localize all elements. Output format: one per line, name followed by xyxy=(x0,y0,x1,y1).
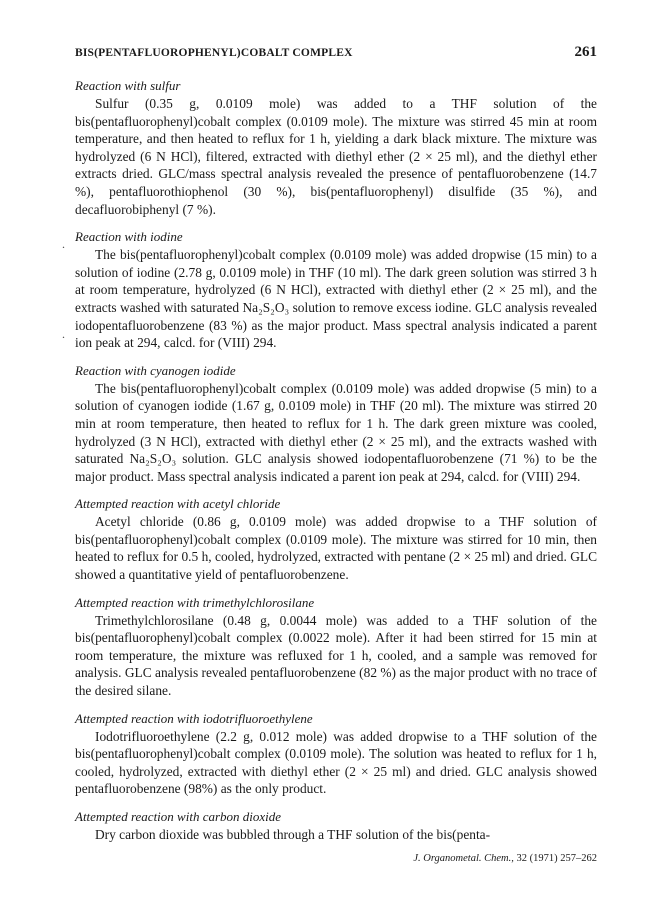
section-carbon-dioxide xyxy=(75,808,597,844)
section-paragraph: Acetyl chloride (0.86 g, 0.0109 mole) was added dropwise to a THF solution of bis(pentafluorophenyl)cobalt complex (0.0109 mole). The mixture was stirred for 10 min, then heated to reflux for 0.5 h, cooled, hydrolyzed, extracted with pentane (2 × 25 ml) and dried. GLC showed a quantitative yield of pentafluorobenzene. xyxy=(75,514,597,583)
section-heading: Reaction with sulfur xyxy=(75,78,181,93)
section-heading: Attempted reaction with carbon dioxide xyxy=(75,809,282,824)
section-iodine xyxy=(75,228,597,352)
section-heading: Reaction with iodine xyxy=(75,229,183,245)
section-paragraph: Trimethylchlorosilane (0.48 g, 0.0044 mole) was added to a THF solution of the bis(pentafluorophenyl)cobalt complex (0.0022 mole). After it had been stirred for 15 min at room temperature, the mixture was refluxed for 1 h, cooled, and a sample was removed for analysis. GLC analysis revealed pentafluorobenzene (82 %) as the major product with no trace of the desired silane. xyxy=(75,612,597,699)
journal-citation xyxy=(413,853,597,864)
section-paragraph: The bis(pentafluorophenyl)cobalt complex (0.0109 mole) was added dropwise (15 min) to a solution of iodine (2.78 g, 0.0109 mole) in THF (10 ml). The dark green solution was stirred 3 h at room temperature, hydrolyzed (6 N HCl), extracted with diethyl ether (2 × 25 ml), and the extracts washed with saturated Na₂S₂O₃ solution to remove excess iodine. GLC analysis revealed iodopentafluorobenzene (83 %) as the major product. Mass spectral analysis indicated a parent ion peak at 294, calcd. for (VIII) 294. xyxy=(75,247,597,351)
section-paragraph: Dry carbon dioxide was bubbled through a THF solution of the bis(penta- xyxy=(95,827,491,842)
section-paragraph: The bis(pentafluorophenyl)cobalt complex (0.0109 mole) was added dropwise (5 min) to a solution of cyanogen iodide (1.67 g, 0.0109 mole) in THF (20 ml). The mixture was stirred 20 min at room temperature, then heated to reflux for 1 h. The dark green mixture was cooled, hydrolyzed (3 N HCl), extracted with diethyl ether (2 × 25 ml), and the extracts washed with saturated Na₂S₂O₃ solution. GLC analysis showed iodopentafluorobenzene (71 %) to be the major product. Mass spectral analysis indicated a parent ion peak at 294, calcd. for (VIII) 294. xyxy=(75,380,597,484)
running-head xyxy=(75,44,597,61)
section-trimethylchlorosilane xyxy=(75,594,597,700)
section-paragraph: Sulfur (0.35 g, 0.0109 mole) was added to a THF solution of the bis(pentafluorophenyl)cobalt complex (0.0109 mole). The mixture was stirred 45 min at room temperature, and then heated to reflux for 1 h, yielding a dark black mixture. The mixture was hydrolyzed (6 N HCl), filtered, extracted with diethyl ether (2 × 25 ml), and the diethyl ether extracts dried. GLC/mass spectral analysis revealed the presence of pentafluorobenzene (14.7 %), pentafluorothiophenol (30 %), bis(pentafluorophenyl) disulfide (35 %), and decafluorobiphenyl (7 %). xyxy=(75,96,597,217)
section-cyanogen-iodide xyxy=(75,362,597,486)
article-body xyxy=(75,77,597,854)
section-iodotrifluoroethylene xyxy=(75,710,597,798)
section-heading: Reaction with cyanogen iodide xyxy=(75,362,236,378)
section-acetyl-chloride xyxy=(75,495,597,583)
section-heading: Attempted reaction with acetyl chloride xyxy=(75,496,281,512)
running-title: BIS(PENTAFLUOROPHENYL)COBALT COMPLEX xyxy=(75,47,353,59)
journal-name: J. Organometal. Chem., xyxy=(413,853,514,864)
section-heading: Attempted reaction with trimethylchlorosilane xyxy=(75,594,315,610)
section-paragraph: Iodotrifluoroethylene (2.2 g, 0.012 mole) was added dropwise to a THF solution of the bis(pentafluorophenyl)cobalt complex (0.0109 mole). The solution was heated to reflux for 1 h, cooled, hydrolyzed, extracted with diethyl ether (2 × 25 ml) and dried. GLC analysis showed pentafluorobenzene (98%) as the only product. xyxy=(75,728,597,797)
page-number: 261 xyxy=(574,44,597,60)
section-heading: Attempted reaction with iodotrifluoroethylene xyxy=(75,710,313,726)
journal-volume-pages: 32 (1971) 257–262 xyxy=(516,853,597,864)
section-sulfur xyxy=(75,77,597,218)
margin-tick: . xyxy=(62,327,65,341)
margin-dot: . xyxy=(62,237,65,251)
